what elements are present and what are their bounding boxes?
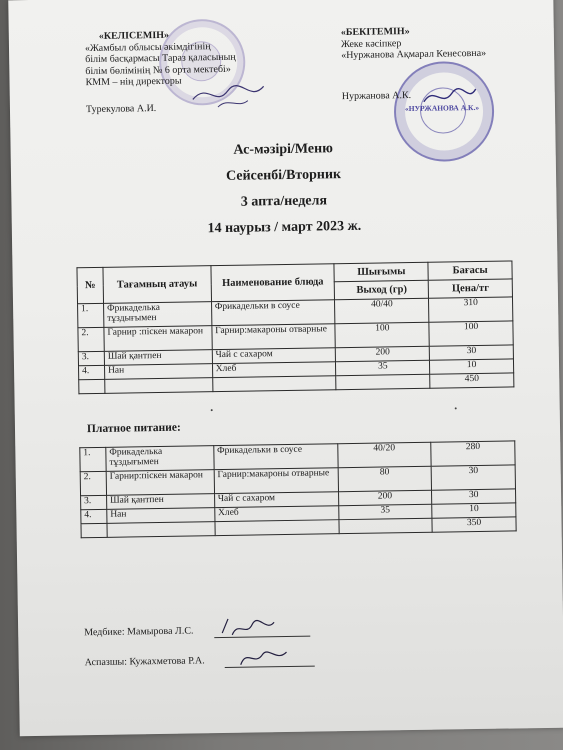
left-signature-mark: [187, 76, 268, 117]
table-row: 1. Фрикаделька тұздығымен Фрикадельки в соусе 40/40 310: [78, 297, 513, 328]
total-value: 350: [432, 517, 516, 532]
menu-table: [76, 260, 514, 394]
table-row: 4. Нан Хлеб 35 10: [79, 359, 514, 380]
header-right-signer: Нуржанова А.К.: [341, 89, 412, 102]
menu-document: [8, 0, 563, 736]
header-left-line: «Жамбыл облысы әкімдігінің: [84, 40, 211, 54]
total-value: 450: [430, 373, 514, 388]
title-date: 14 наурыз / март 2023 ж.: [207, 218, 362, 237]
nurse-signature-mark: [218, 614, 278, 641]
cook-signature-mark: [236, 642, 292, 671]
header-left-line: білім басқармасы Тараз қаласының: [85, 51, 236, 66]
header-right-line: Жеке кәсіпкер: [340, 37, 402, 50]
header-left-heading: «КЕЛІСЕМІН»: [98, 29, 170, 42]
title-day: Сейсенбі/Вторник: [225, 167, 342, 184]
nurse-signature: Медбике: Мамырова Л.С.: [84, 625, 194, 639]
right-signature-mark: [420, 81, 480, 112]
table-row: 1. Фрикаделька тұздығымен Фрикадельки в соусе 40/20 280: [80, 441, 515, 472]
col-yield-kz: Шығымы: [334, 262, 428, 281]
table-row: 2. Гарнир:піскен макарон Гарнир:макароны отварные 80 30: [80, 465, 515, 496]
table-row: 4. Нан Хлеб 35 10: [81, 503, 516, 524]
col-yield-ru: Выход (гр): [335, 280, 429, 299]
header-left-signer: Турекулова А.И.: [85, 102, 157, 115]
header-right-line: «Нуржанова Ақмарал Кенесовна»: [341, 47, 487, 62]
header-left-line: КММ – нің директоры: [85, 75, 182, 89]
col-name-kz: Тағамның атауы: [103, 266, 211, 304]
title-week: 3 апта/неделя: [240, 193, 328, 210]
paid-meals-label: Платное питание:: [86, 421, 181, 436]
table-row: 3. Шай қантпен Чай с сахаром 200 30: [78, 345, 513, 366]
table-row: 3. Шай қантпен Чай с сахаром 200 30: [81, 489, 516, 510]
header-right-heading: «БЕКІТЕМІН»: [340, 26, 410, 39]
table-row: 2. Гарнир :піскен макарон Гарнир:макароны отварные 100 100: [78, 321, 513, 352]
header-left-line: білім бөлімінің № 6 орта мектебі»: [85, 63, 231, 77]
col-number: №: [77, 267, 104, 303]
col-name-ru: Наименование блюда: [211, 264, 335, 302]
right-stamp-text: «НУРЖАНОВА А.К.»: [404, 102, 480, 114]
paid-menu-table: [79, 440, 516, 538]
cook-signature: Аспазшы: Кужахметова Р.А.: [84, 655, 205, 669]
col-price-ru: Цена/тг: [428, 279, 512, 298]
col-price-kz: Бағасы: [428, 261, 512, 280]
title-menu: Ас-мәзірі/Меню: [233, 141, 333, 158]
